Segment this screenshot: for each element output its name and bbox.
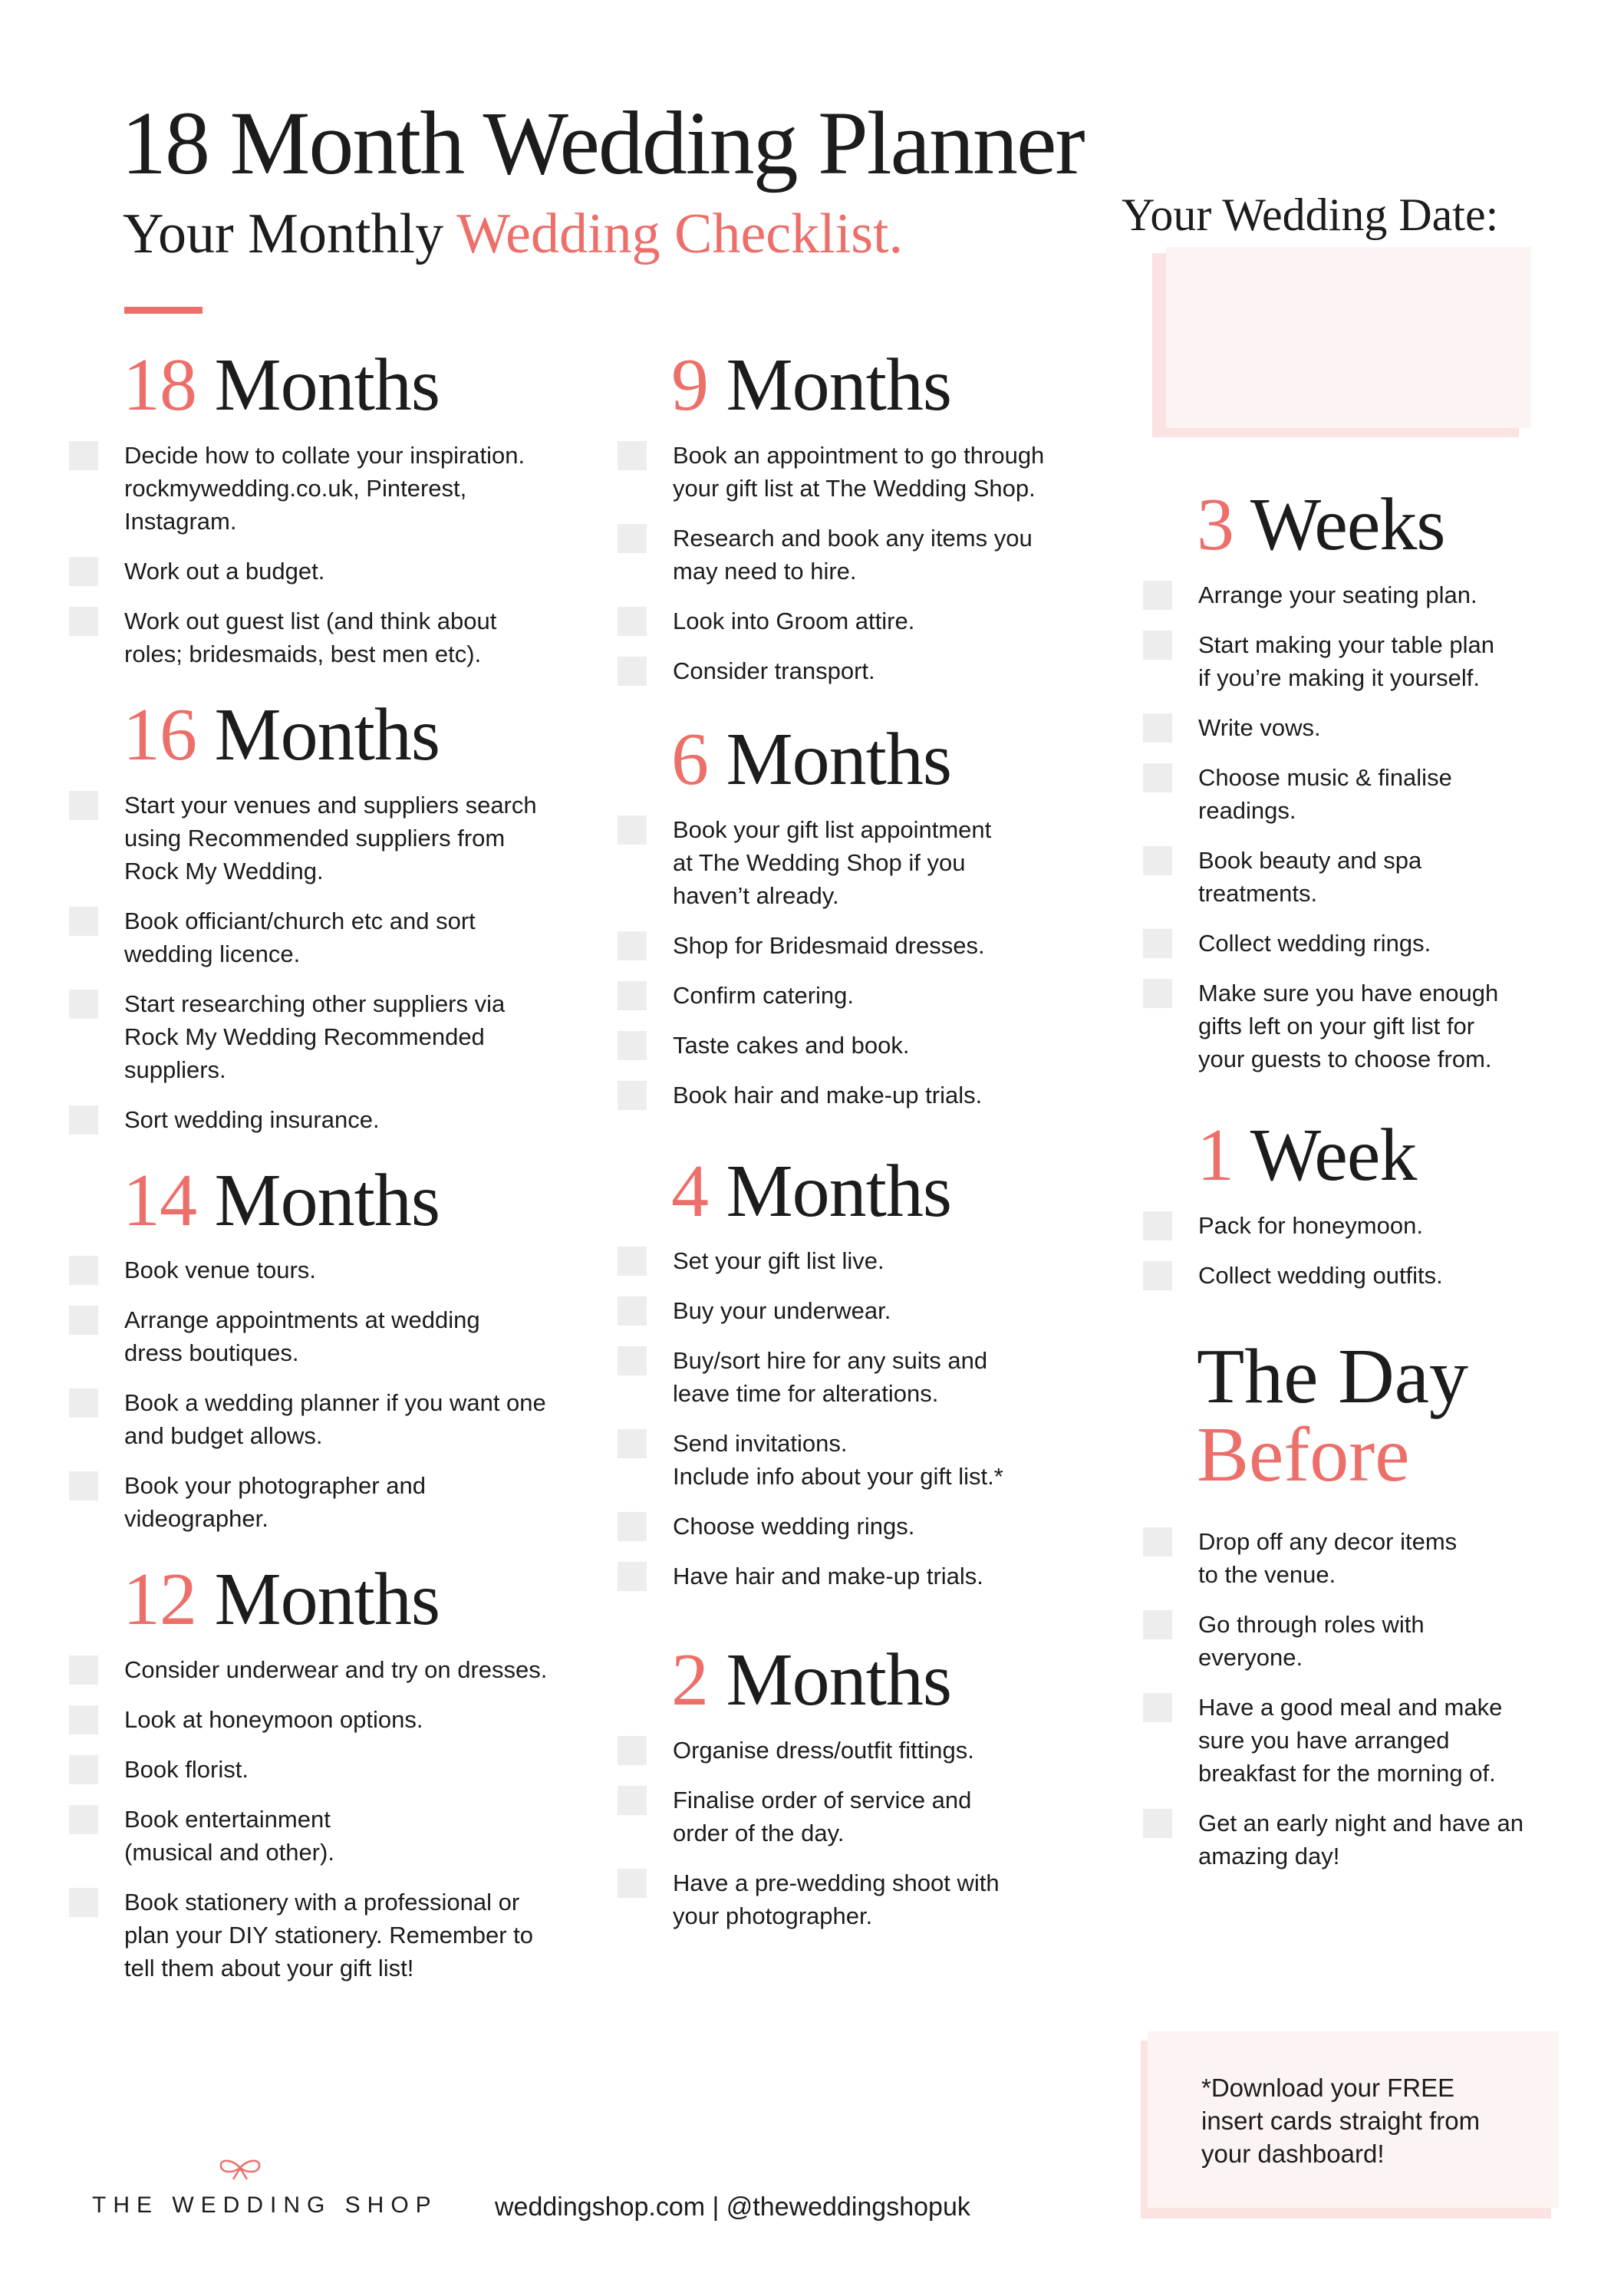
checkbox[interactable] bbox=[69, 1256, 98, 1285]
checklist-item bbox=[1143, 1691, 1573, 1790]
section-number: 9 bbox=[671, 344, 708, 427]
checklist-item bbox=[69, 789, 598, 888]
section-heading bbox=[618, 718, 1108, 802]
checklist-section bbox=[1143, 483, 1573, 1076]
checkbox[interactable] bbox=[1143, 929, 1172, 958]
checklist-item-label: Arrange your seating plan. bbox=[1198, 581, 1477, 608]
checkbox[interactable] bbox=[1143, 1809, 1172, 1838]
checkbox[interactable] bbox=[1143, 1610, 1172, 1639]
checklist-item-label: Start researching other suppliers via Rock My Wedding Recommended suppliers. bbox=[124, 990, 506, 1083]
checkbox[interactable] bbox=[618, 1736, 647, 1765]
section-heading bbox=[618, 1150, 1108, 1234]
checklist-section bbox=[69, 344, 598, 670]
section-unit: Months bbox=[708, 344, 952, 427]
section-unit: Week bbox=[1234, 1113, 1417, 1197]
section-heading-line1: The Day bbox=[1197, 1332, 1469, 1420]
checklist-item bbox=[1143, 1209, 1573, 1242]
checklist-item bbox=[1143, 1259, 1573, 1292]
checklist-item-label: Have a pre-wedding shoot with your photographer. bbox=[673, 1869, 1000, 1929]
checklist-item bbox=[618, 439, 1108, 505]
checklist-item bbox=[1143, 711, 1573, 744]
section-unit: Months bbox=[708, 717, 952, 801]
wedding-date-label: Your Wedding Date: bbox=[1122, 189, 1499, 240]
checklist-section bbox=[618, 344, 1108, 687]
checkbox[interactable] bbox=[618, 1031, 647, 1060]
checklist-item bbox=[1143, 927, 1573, 960]
section-heading bbox=[618, 1639, 1108, 1723]
section-unit: Weeks bbox=[1234, 483, 1445, 566]
section-unit: Months bbox=[196, 693, 440, 776]
checkbox[interactable] bbox=[69, 557, 98, 586]
checklist-item-label: Book your gift list appointment at The Wedding Shop if you haven’t already. bbox=[673, 815, 992, 909]
checkbox[interactable] bbox=[618, 1512, 647, 1541]
checkbox[interactable] bbox=[69, 1705, 98, 1734]
checklist-item bbox=[618, 1294, 1108, 1327]
section-heading bbox=[1143, 1332, 1573, 1498]
checklist-item-label: Book officiant/church etc and sort wedding licence. bbox=[124, 907, 476, 967]
checklist-item bbox=[618, 979, 1108, 1012]
checklist-item-label: Buy/sort hire for any suits and leave time for alterations. bbox=[673, 1347, 988, 1408]
checkbox[interactable] bbox=[618, 1081, 647, 1110]
checklist-item bbox=[69, 1103, 598, 1136]
section-number: 6 bbox=[671, 717, 708, 801]
checkbox[interactable] bbox=[618, 1562, 647, 1591]
checkbox[interactable] bbox=[618, 607, 647, 636]
checklist-section bbox=[69, 693, 598, 1136]
checklist-item-label: Book an appointment to go through your gift list at The Wedding Shop. bbox=[673, 441, 1045, 502]
section-heading bbox=[1143, 1114, 1573, 1198]
checklist-item bbox=[69, 1703, 598, 1736]
checklist-item-label: Book stationery with a professional or plan your DIY stationery. Remember to tell them about your gift list! bbox=[124, 1889, 533, 1981]
checkbox[interactable] bbox=[69, 1388, 98, 1418]
checklist-item-label: Book hair and make-up trials. bbox=[673, 1081, 983, 1108]
checklist-item bbox=[69, 1753, 598, 1786]
checkbox[interactable] bbox=[69, 1805, 98, 1834]
checklist-item-label: Consider transport. bbox=[673, 657, 875, 684]
checklist-item bbox=[618, 929, 1108, 962]
checklist-item-label: Write vows. bbox=[1198, 713, 1321, 741]
checklist-item bbox=[618, 604, 1108, 637]
section-number: 14 bbox=[123, 1158, 196, 1242]
checkbox[interactable] bbox=[1143, 1693, 1172, 1722]
checkbox[interactable] bbox=[69, 1471, 98, 1500]
checklist-item bbox=[618, 1510, 1108, 1543]
checklist-item bbox=[1143, 977, 1573, 1076]
checkbox[interactable] bbox=[1143, 1261, 1172, 1290]
checklist-section bbox=[69, 1159, 598, 1536]
checklist-item-label: Get an early night and have an amazing day! bbox=[1198, 1809, 1524, 1869]
checkbox[interactable] bbox=[1143, 763, 1172, 792]
checklist-item bbox=[618, 1784, 1108, 1850]
checkbox[interactable] bbox=[618, 1429, 647, 1458]
checklist-item-label: Have a good meal and make sure you have arranged breakfast for the morning of. bbox=[1198, 1693, 1503, 1787]
checklist-item bbox=[69, 1253, 598, 1286]
section-number: 18 bbox=[123, 344, 196, 427]
section-number: 4 bbox=[671, 1149, 708, 1233]
page-title: 18 Month Wedding Planner bbox=[121, 93, 1084, 193]
checkbox[interactable] bbox=[618, 524, 647, 553]
checklist-section bbox=[1143, 1114, 1573, 1292]
checkbox[interactable] bbox=[69, 1888, 98, 1917]
checklist-item bbox=[69, 987, 598, 1086]
checklist-item-label: Buy your underwear. bbox=[673, 1297, 891, 1325]
checklist-item-label: Organise dress/outfit fittings. bbox=[673, 1737, 974, 1764]
checklist-item-label: Book beauty and spa treatments. bbox=[1198, 846, 1422, 907]
checkbox[interactable] bbox=[69, 607, 98, 636]
checklist-item bbox=[1143, 578, 1573, 611]
checklist-item-label: Sort wedding insurance. bbox=[124, 1105, 380, 1133]
checklist-item-label: Arrange appointments at wedding dress boutiques. bbox=[124, 1306, 480, 1367]
checklist-item bbox=[69, 555, 598, 588]
checklist-item bbox=[1143, 1525, 1573, 1591]
checkbox[interactable] bbox=[618, 931, 647, 960]
checkbox[interactable] bbox=[618, 1869, 647, 1898]
column-left bbox=[69, 344, 598, 2008]
checklist-item bbox=[618, 1866, 1108, 1932]
checklist-item bbox=[1143, 628, 1573, 694]
section-unit: Months bbox=[196, 1558, 440, 1642]
checkbox[interactable] bbox=[1143, 846, 1172, 875]
checklist-item bbox=[69, 1386, 598, 1452]
subtitle-text: Your Monthly bbox=[123, 203, 457, 265]
checklist-item-label: Work out a budget. bbox=[124, 557, 325, 585]
column-middle bbox=[618, 344, 1108, 1955]
section-number: 3 bbox=[1197, 483, 1234, 566]
checklist-item bbox=[1143, 761, 1573, 827]
checklist-item-label: Book florist. bbox=[124, 1756, 249, 1783]
section-number: 12 bbox=[123, 1558, 196, 1642]
checklist-item-label: Have hair and make-up trials. bbox=[673, 1563, 983, 1590]
checklist-section bbox=[69, 1558, 598, 1985]
checklist-item-label: Look at honeymoon options. bbox=[124, 1706, 423, 1733]
checklist-item-label: Set your gift list live. bbox=[673, 1247, 884, 1275]
download-note bbox=[1148, 2031, 1559, 2208]
checklist-item bbox=[618, 654, 1108, 687]
checklist-item-label: Collect wedding rings. bbox=[1198, 929, 1431, 957]
wedding-date-box[interactable] bbox=[1166, 247, 1531, 428]
section-heading bbox=[69, 1558, 598, 1642]
checklist-item-label: Decide how to collate your inspiration. rockmywedding.co.uk, Pinterest, Instagram. bbox=[124, 441, 525, 535]
checklist-item bbox=[69, 904, 598, 970]
checklist-item-label: Confirm catering. bbox=[673, 981, 855, 1009]
checklist-item bbox=[69, 1803, 598, 1869]
checklist-item-label: Research and book any items you may need to hire. bbox=[673, 524, 1033, 585]
footer-links[interactable]: weddingshop.com | @theweddingshopuk bbox=[495, 2192, 970, 2222]
checklist-item bbox=[69, 1303, 598, 1369]
checkbox[interactable] bbox=[1143, 979, 1172, 1008]
checkbox[interactable] bbox=[1143, 713, 1172, 743]
checklist-item bbox=[69, 1653, 598, 1686]
checklist-item bbox=[69, 1469, 598, 1535]
checklist-item-label: Book venue tours. bbox=[124, 1257, 316, 1284]
checklist-item-label: Look into Groom attire. bbox=[673, 607, 915, 634]
checklist-section bbox=[1143, 1332, 1573, 1873]
checklist-item-label: Consider underwear and try on dresses. bbox=[124, 1656, 548, 1683]
checklist-item bbox=[618, 1244, 1108, 1277]
checklist-item bbox=[69, 1886, 598, 1985]
section-unit: Months bbox=[708, 1149, 952, 1233]
section-number: 2 bbox=[671, 1639, 708, 1722]
checkbox[interactable] bbox=[69, 1655, 98, 1685]
section-unit: Months bbox=[708, 1639, 952, 1722]
checklist-item-label: Send invitations. Include info about your gift list.* bbox=[673, 1430, 1003, 1491]
section-unit: Months bbox=[196, 344, 440, 427]
checkbox[interactable] bbox=[618, 1786, 647, 1815]
checkbox[interactable] bbox=[69, 990, 98, 1019]
checklist-item bbox=[1143, 1807, 1573, 1873]
checkbox[interactable] bbox=[69, 441, 98, 470]
checklist-item bbox=[618, 1427, 1108, 1493]
checklist-section bbox=[618, 1150, 1108, 1593]
section-number: 1 bbox=[1197, 1113, 1234, 1197]
checkbox[interactable] bbox=[69, 1306, 98, 1335]
checkbox[interactable] bbox=[618, 815, 647, 845]
checklist-section bbox=[618, 718, 1108, 1112]
section-unit: Months bbox=[196, 1158, 440, 1242]
checklist-item-label: Choose wedding rings. bbox=[673, 1513, 915, 1540]
checklist-item bbox=[618, 1079, 1108, 1112]
checklist-item bbox=[618, 1344, 1108, 1410]
column-right bbox=[1143, 483, 1573, 1896]
checklist-item-label: Book entertainment (musical and other). bbox=[124, 1806, 334, 1866]
checkbox[interactable] bbox=[69, 907, 98, 936]
section-heading bbox=[69, 344, 598, 428]
checklist-item-label: Start your venues and suppliers search using Recommended suppliers from Rock My Wedding. bbox=[124, 791, 537, 884]
checklist-item-label: Choose music & finalise readings. bbox=[1198, 763, 1452, 824]
checklist-item bbox=[618, 1560, 1108, 1593]
checklist-item-label: Taste cakes and book. bbox=[673, 1031, 910, 1059]
checkbox[interactable] bbox=[69, 1105, 98, 1135]
section-number: 16 bbox=[123, 693, 196, 776]
section-heading bbox=[618, 344, 1108, 428]
brand-logo bbox=[92, 2156, 438, 2232]
checklist-item bbox=[618, 522, 1108, 588]
checklist-item bbox=[1143, 844, 1573, 910]
section-heading bbox=[69, 693, 598, 778]
checkbox[interactable] bbox=[1143, 1211, 1172, 1240]
brand-name: THE WEDDING SHOP bbox=[92, 2192, 438, 2218]
checkbox[interactable] bbox=[618, 1247, 647, 1276]
checkbox[interactable] bbox=[618, 981, 647, 1010]
checklist-item-label: Collect wedding outfits. bbox=[1198, 1261, 1443, 1289]
checklist-item-label: Make sure you have enough gifts left on your gift list for your guests to choose from. bbox=[1198, 979, 1499, 1072]
checklist-item-label: Work out guest list (and think about roles; bridesmaids, best men etc). bbox=[124, 607, 497, 667]
checkbox[interactable] bbox=[69, 791, 98, 820]
checklist-item-label: Finalise order of service and order of the day. bbox=[673, 1787, 972, 1846]
section-heading bbox=[69, 1159, 598, 1244]
checkbox[interactable] bbox=[1143, 631, 1172, 660]
checkbox[interactable] bbox=[618, 657, 647, 686]
checklist-item-label: Drop off any decor items to the venue. bbox=[1198, 1527, 1458, 1588]
checklist-item bbox=[618, 1734, 1108, 1767]
checklist-item bbox=[1143, 1608, 1573, 1674]
checklist-item-label: Start making your table plan if you’re making it yourself. bbox=[1198, 631, 1494, 691]
checklist-item-label: Book a wedding planner if you want one and budget allows. bbox=[124, 1389, 546, 1450]
section-heading bbox=[1143, 483, 1573, 568]
checkbox[interactable] bbox=[618, 1296, 647, 1326]
ribbon-bow-icon bbox=[213, 2156, 267, 2180]
subtitle-accent: Wedding Checklist. bbox=[456, 203, 904, 265]
checklist-item-label: Book your photographer and videographer. bbox=[124, 1472, 426, 1533]
checklist-item bbox=[69, 439, 598, 538]
checkbox[interactable] bbox=[1143, 1527, 1172, 1556]
checklist-item-label: Go through roles with everyone. bbox=[1198, 1610, 1425, 1671]
checklist-item bbox=[618, 813, 1108, 912]
checklist-item-label: Shop for Bridesmaid dresses. bbox=[673, 931, 985, 959]
checklist-item-label: Pack for honeymoon. bbox=[1198, 1211, 1423, 1239]
checkbox[interactable] bbox=[69, 1755, 98, 1784]
checklist-item bbox=[618, 1029, 1108, 1062]
title-divider bbox=[124, 307, 203, 314]
checkbox[interactable] bbox=[1143, 581, 1172, 610]
download-note-text: *Download your FREE insert cards straight from your dashboard! bbox=[1201, 2074, 1481, 2168]
checklist-item bbox=[69, 604, 598, 670]
section-heading-line2: Before bbox=[1197, 1411, 1410, 1498]
checkbox[interactable] bbox=[618, 1346, 647, 1375]
checkbox[interactable] bbox=[618, 441, 647, 470]
page-subtitle bbox=[123, 203, 904, 265]
checklist-section bbox=[618, 1639, 1108, 1932]
